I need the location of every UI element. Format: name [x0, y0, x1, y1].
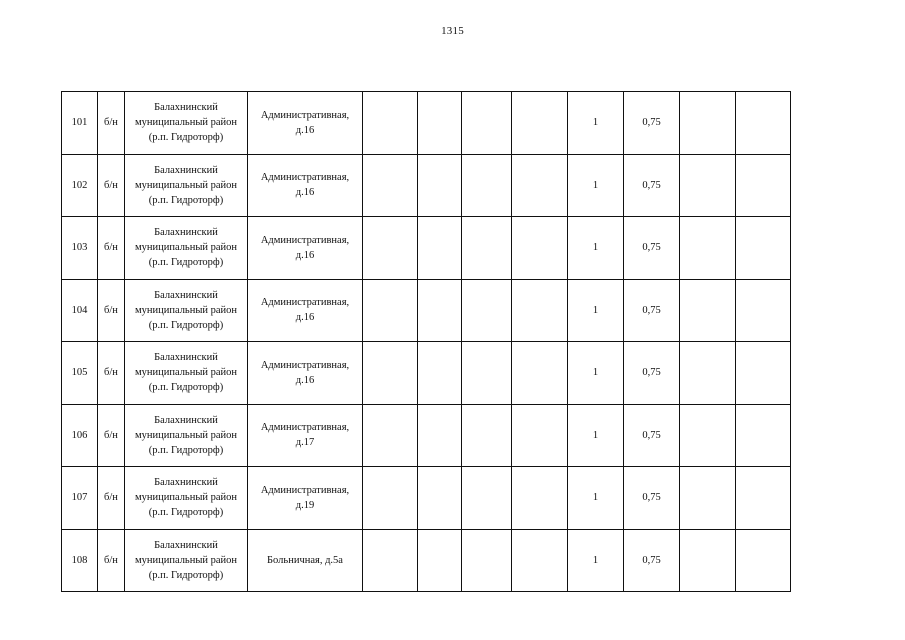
empty-cell [462, 404, 512, 467]
empty-cell [418, 92, 462, 155]
empty-cell [363, 342, 418, 405]
empty-cell [363, 467, 418, 530]
district-line: (р.п. Гидроторф) [148, 444, 224, 456]
district-line: муниципальный район [134, 492, 238, 504]
district-cell [125, 529, 248, 592]
value-cell: 0,75 [624, 92, 680, 155]
value-cell: 0,75 [624, 279, 680, 342]
empty-cell [680, 342, 736, 405]
registry-table-body [62, 92, 791, 592]
empty-cell [680, 92, 736, 155]
empty-cell [418, 529, 462, 592]
district-line: муниципальный район [134, 179, 238, 191]
address-cell [248, 342, 363, 405]
address-line: д.16 [295, 312, 315, 324]
district-line: (р.п. Гидроторф) [148, 194, 224, 206]
address-line: Административная, [260, 422, 350, 434]
district-cell [125, 404, 248, 467]
district-line: (р.п. Гидроторф) [148, 132, 224, 144]
count-cell: 1 [568, 279, 624, 342]
empty-cell [736, 217, 791, 280]
district-line: муниципальный район [134, 242, 238, 254]
row-number-cell: 105 [62, 342, 98, 405]
address-line: д.16 [295, 374, 315, 386]
district-line: (р.п. Гидроторф) [148, 319, 224, 331]
empty-cell [462, 154, 512, 217]
address-line: д.19 [295, 499, 315, 511]
empty-cell [418, 342, 462, 405]
count-cell: 1 [568, 467, 624, 530]
address-cell [248, 529, 363, 592]
district-cell [125, 342, 248, 405]
empty-cell [736, 404, 791, 467]
empty-cell [418, 217, 462, 280]
address-line: д.17 [295, 437, 315, 449]
district-cell [125, 92, 248, 155]
bn-cell: б/н [98, 92, 125, 155]
empty-cell [462, 342, 512, 405]
empty-cell [512, 279, 568, 342]
empty-cell [462, 529, 512, 592]
page-number: 1315 [441, 25, 464, 37]
table-row [62, 404, 791, 467]
empty-cell [512, 467, 568, 530]
value-cell: 0,75 [624, 467, 680, 530]
count-cell: 1 [568, 342, 624, 405]
empty-cell [418, 154, 462, 217]
address-line: Административная, [260, 234, 350, 246]
row-number-cell: 107 [62, 467, 98, 530]
bn-cell: б/н [98, 154, 125, 217]
empty-cell [680, 404, 736, 467]
empty-cell [363, 217, 418, 280]
address-cell [248, 154, 363, 217]
empty-cell [736, 467, 791, 530]
row-number-cell: 102 [62, 154, 98, 217]
district-line: Балахнинский [154, 414, 218, 426]
district-line: Балахнинский [154, 352, 218, 364]
district-line: (р.п. Гидроторф) [148, 257, 224, 269]
district-line: Балахнинский [154, 477, 218, 489]
address-cell [248, 467, 363, 530]
empty-cell [680, 467, 736, 530]
district-line: муниципальный район [134, 117, 238, 129]
value-cell: 0,75 [624, 342, 680, 405]
row-number-cell: 104 [62, 279, 98, 342]
table-row [62, 529, 791, 592]
empty-cell [736, 92, 791, 155]
bn-cell: б/н [98, 217, 125, 280]
empty-cell [363, 404, 418, 467]
empty-cell [512, 217, 568, 280]
empty-cell [680, 529, 736, 592]
empty-cell [363, 279, 418, 342]
empty-cell [462, 279, 512, 342]
row-number-cell: 103 [62, 217, 98, 280]
district-line: муниципальный район [134, 367, 238, 379]
empty-cell [736, 529, 791, 592]
empty-cell [363, 154, 418, 217]
bn-cell: б/н [98, 404, 125, 467]
count-cell: 1 [568, 92, 624, 155]
table-row [62, 279, 791, 342]
empty-cell [418, 467, 462, 530]
empty-cell [512, 154, 568, 217]
district-line: муниципальный район [134, 304, 238, 316]
district-cell [125, 467, 248, 530]
empty-cell [512, 342, 568, 405]
empty-cell [512, 92, 568, 155]
district-cell [125, 154, 248, 217]
empty-cell [418, 279, 462, 342]
empty-cell [462, 92, 512, 155]
address-line: д.16 [295, 187, 315, 199]
count-cell: 1 [568, 404, 624, 467]
empty-cell [512, 529, 568, 592]
address-line: Административная, [260, 484, 350, 496]
district-line: муниципальный район [134, 429, 238, 441]
address-cell [248, 404, 363, 467]
count-cell: 1 [568, 217, 624, 280]
empty-cell [736, 342, 791, 405]
district-cell [125, 217, 248, 280]
bn-cell: б/н [98, 467, 125, 530]
value-cell: 0,75 [624, 154, 680, 217]
table-row [62, 92, 791, 155]
value-cell: 0,75 [624, 404, 680, 467]
address-line: д.16 [295, 249, 315, 261]
address-line: Административная, [260, 359, 350, 371]
empty-cell [512, 404, 568, 467]
district-line: (р.п. Гидроторф) [148, 507, 224, 519]
district-line: Балахнинский [154, 102, 218, 114]
table-row [62, 342, 791, 405]
count-cell: 1 [568, 529, 624, 592]
row-number-cell: 106 [62, 404, 98, 467]
empty-cell [736, 279, 791, 342]
district-line: муниципальный район [134, 554, 238, 566]
empty-cell [363, 529, 418, 592]
district-line: (р.п. Гидроторф) [148, 569, 224, 581]
address-cell [248, 217, 363, 280]
empty-cell [363, 92, 418, 155]
table-row [62, 467, 791, 530]
district-line: Балахнинский [154, 164, 218, 176]
bn-cell: б/н [98, 279, 125, 342]
empty-cell [418, 404, 462, 467]
address-line: Административная, [260, 172, 350, 184]
bn-cell: б/н [98, 529, 125, 592]
count-cell: 1 [568, 154, 624, 217]
district-line: Балахнинский [154, 227, 218, 239]
address-line: Больничная, д.5а [267, 554, 343, 566]
bn-cell: б/н [98, 342, 125, 405]
district-line: Балахнинский [154, 539, 218, 551]
empty-cell [462, 217, 512, 280]
table-row [62, 154, 791, 217]
district-line: Балахнинский [154, 289, 218, 301]
table-row [62, 217, 791, 280]
value-cell: 0,75 [624, 217, 680, 280]
row-number-cell: 101 [62, 92, 98, 155]
empty-cell [736, 154, 791, 217]
registry-table [61, 91, 791, 592]
address-line: Административная, [260, 109, 350, 121]
address-line: д.16 [295, 124, 315, 136]
empty-cell [462, 467, 512, 530]
address-line: Административная, [260, 297, 350, 309]
address-cell [248, 92, 363, 155]
row-number-cell: 108 [62, 529, 98, 592]
empty-cell [680, 279, 736, 342]
value-cell: 0,75 [624, 529, 680, 592]
district-line: (р.п. Гидроторф) [148, 382, 224, 394]
address-cell [248, 279, 363, 342]
empty-cell [680, 154, 736, 217]
district-cell [125, 279, 248, 342]
empty-cell [680, 217, 736, 280]
